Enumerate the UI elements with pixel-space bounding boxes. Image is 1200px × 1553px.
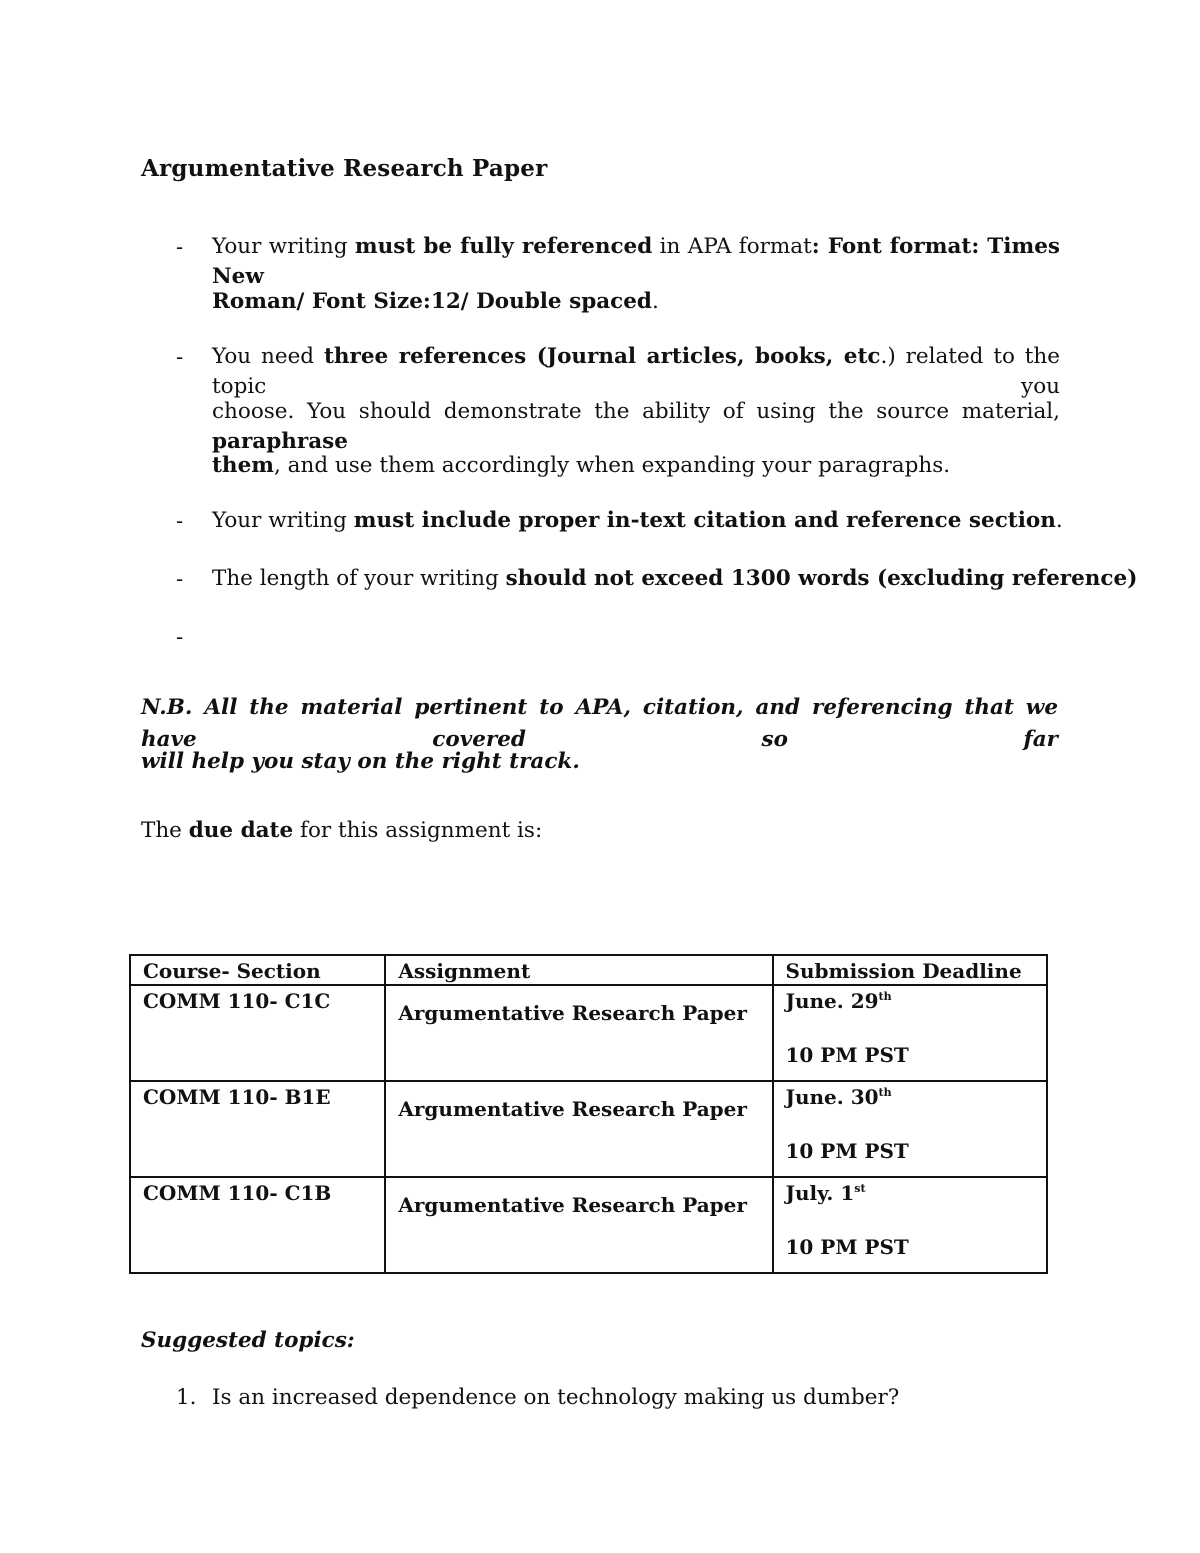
deadline-cell: June. 29th 10 PM PST bbox=[773, 985, 1048, 1081]
table-row bbox=[130, 1177, 1047, 1273]
deadline-cell: June. 30th 10 PM PST bbox=[773, 1081, 1048, 1177]
bullet-2-line-2: choose. You should demonstrate the ability of using the source material, paraphrase bbox=[212, 399, 1060, 454]
page-title: Argumentative Research Paper bbox=[141, 155, 548, 182]
header-assignment: Assignment bbox=[385, 955, 772, 985]
topic-number: 1. bbox=[176, 1385, 197, 1410]
bullet-2-line-1: You need three references (Journal articles, books, etc.) related to the topic you bbox=[212, 344, 1061, 399]
assignment-cell: Argumentative Research Paper bbox=[385, 1177, 772, 1273]
note-line-1: N.B. All the material pertinent to APA, citation, and referencing that we have covered so far bbox=[141, 695, 1058, 752]
header-submission-deadline: Submission Deadline bbox=[773, 955, 1048, 985]
table-header-row bbox=[130, 955, 1047, 985]
bullet-dash-empty: - bbox=[176, 625, 184, 649]
assignment-cell: Argumentative Research Paper bbox=[385, 1081, 772, 1177]
table-row bbox=[130, 985, 1047, 1081]
table-row bbox=[130, 1081, 1047, 1177]
bullet-1-line-2: Roman/ Font Size:12/ Double spaced. bbox=[212, 289, 659, 314]
bullet-dash: - bbox=[176, 345, 184, 369]
topic-item: Is an increased dependence on technology making us dumber? bbox=[212, 1385, 900, 1410]
deadline-table bbox=[129, 954, 1048, 1274]
header-course-section: Course- Section bbox=[130, 955, 385, 985]
bullet-dash: - bbox=[176, 235, 184, 259]
note-line-2: will help you stay on the right track. bbox=[141, 749, 580, 774]
bullet-dash: - bbox=[176, 567, 184, 591]
bullet-3: Your writing must include proper in-text citation and reference section. bbox=[212, 508, 1063, 533]
course-section-cell: COMM 110- B1E bbox=[130, 1081, 385, 1177]
course-section-cell: COMM 110- C1B bbox=[130, 1177, 385, 1273]
due-date-text: The due date for this assignment is: bbox=[141, 818, 543, 843]
bullet-1-line-1: Your writing must be fully referenced in APA format: Font format: Times New bbox=[212, 234, 1061, 289]
bullet-4: The length of your writing should not exceed 1300 words (excluding reference) bbox=[212, 566, 1138, 591]
assignment-cell: Argumentative Research Paper bbox=[385, 985, 772, 1081]
course-section-cell: COMM 110- C1C bbox=[130, 985, 385, 1081]
suggested-topics-heading: Suggested topics: bbox=[141, 1328, 355, 1353]
deadline-cell: July. 1st 10 PM PST bbox=[773, 1177, 1048, 1273]
bullet-dash: - bbox=[176, 509, 184, 533]
bullet-2-line-3: them, and use them accordingly when expanding your paragraphs. bbox=[212, 453, 951, 478]
